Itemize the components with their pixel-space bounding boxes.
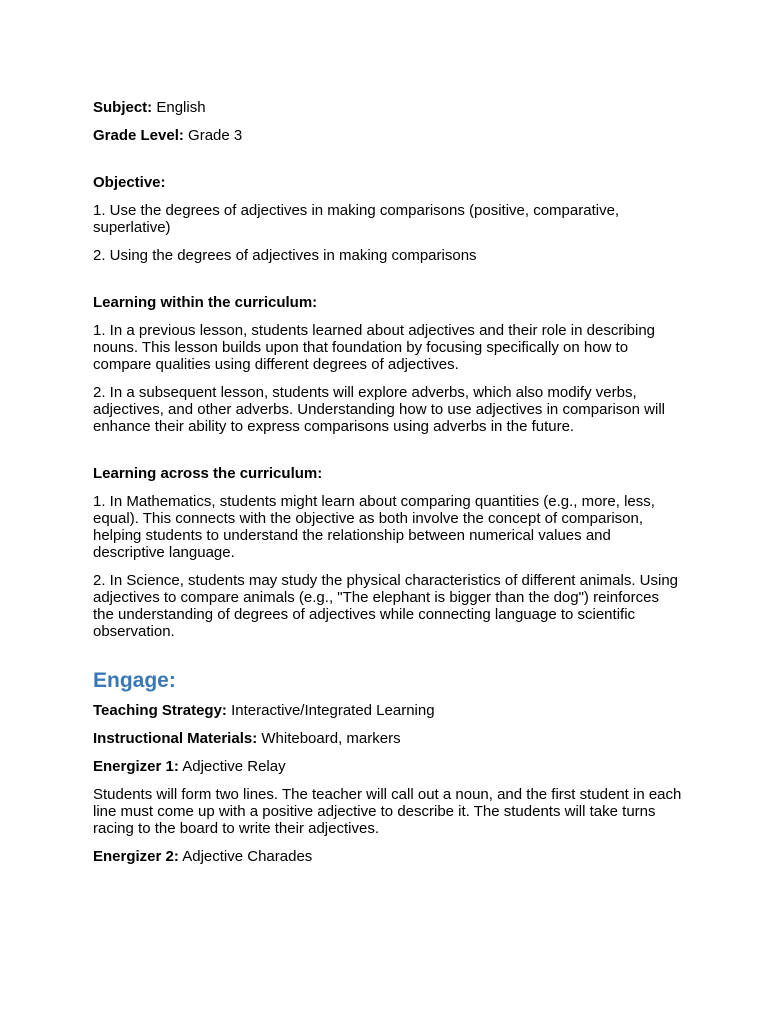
energizer-1-label: Energizer 1:	[93, 758, 179, 775]
objective-item-2: 2. Using the degrees of adjectives in making comparisons	[93, 247, 477, 264]
energizer-1-description: Students will form two lines. The teacher will call out a noun, and the first student in each line must come up with a positive adjective to describe it. The students will take turns racing to the board to write their adjectives.	[93, 786, 682, 837]
across-curriculum-item-1: 1. In Mathematics, students might learn about comparing quantities (e.g., more, less, equal). This connects with the objective as both involve the concept of comparison, helping students to understand the relationship between numerical values and descriptive language.	[93, 493, 655, 561]
teaching-strategy-label: Teaching Strategy:	[93, 702, 227, 719]
within-curriculum-item-2: 2. In a subsequent lesson, students will explore adverbs, which also modify verbs, adjectives, and other adverbs. Understanding how to use adjectives in comparison will enhance their ability to express comparisons using adverbs in the future.	[93, 384, 665, 435]
subject-value: English	[156, 99, 206, 116]
lesson-plan-document	[93, 99, 683, 876]
instructional-materials-line	[93, 730, 683, 747]
energizer-1-value: Adjective Relay	[182, 758, 286, 775]
within-curriculum-item-1: 1. In a previous lesson, students learned about adjectives and their role in describing nouns. This lesson builds upon that foundation by focusing specifically on how to compare qualities using different degrees of adjectives.	[93, 322, 656, 373]
across-curriculum-heading: Learning across the curriculum:	[93, 465, 323, 482]
teaching-strategy-line	[93, 702, 683, 719]
energizer-1-line	[93, 758, 683, 775]
instructional-materials-value: Whiteboard, markers	[261, 730, 401, 747]
spacer	[93, 446, 683, 465]
grade-level-label: Grade Level:	[93, 127, 184, 144]
energizer-2-line	[93, 848, 683, 865]
instructional-materials-label: Instructional Materials:	[93, 730, 258, 747]
energizer-2-value: Adjective Charades	[182, 848, 313, 865]
across-curriculum-item-2: 2. In Science, students may study the physical characteristics of different animals. Using adjectives to compare animals (e.g., "The elephant is bigger than the dog") reinforces the understanding of degrees of adjectives while connecting language to scientific observation.	[93, 572, 678, 640]
grade-level-value: Grade 3	[188, 127, 243, 144]
grade-level-line	[93, 127, 683, 144]
teaching-strategy-value: Interactive/Integrated Learning	[231, 702, 435, 719]
subject-label: Subject:	[93, 99, 153, 116]
subject-line	[93, 99, 683, 116]
objective-item-1: 1. Use the degrees of adjectives in making comparisons (positive, comparative, superlative)	[93, 202, 620, 236]
energizer-2-label: Energizer 2:	[93, 848, 179, 865]
engage-heading: Engage:	[93, 669, 176, 692]
objective-heading: Objective:	[93, 174, 166, 191]
spacer	[93, 275, 683, 294]
within-curriculum-heading: Learning within the curriculum:	[93, 294, 318, 311]
spacer	[93, 155, 683, 174]
